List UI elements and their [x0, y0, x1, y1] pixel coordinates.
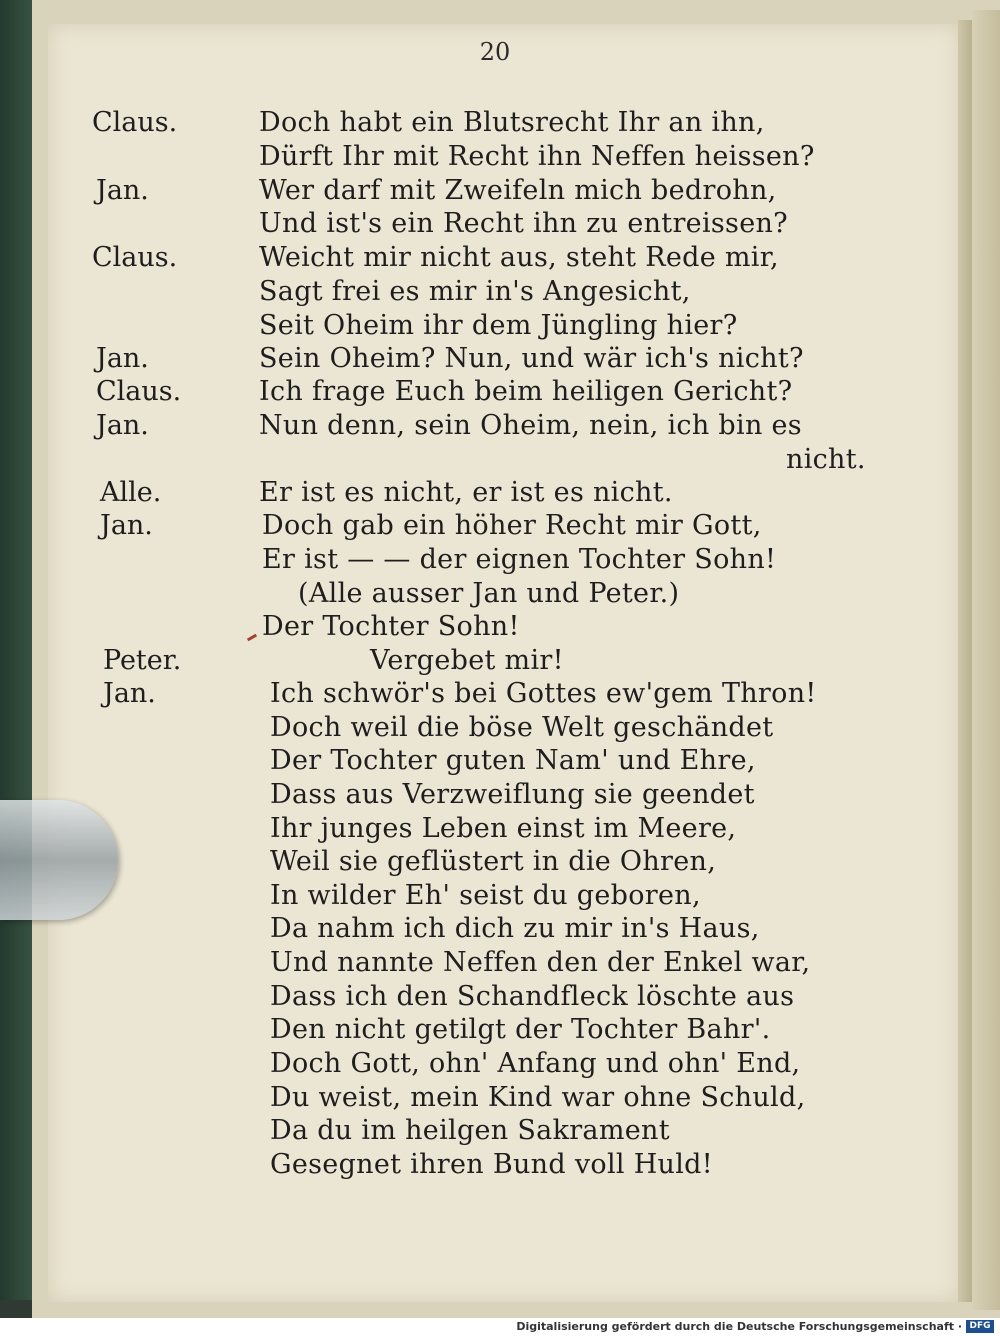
speaker-label: Peter.	[103, 645, 182, 676]
speaker-label: Jan.	[96, 175, 149, 206]
verse-line: Wer darf mit Zweifeln mich bedrohn,	[259, 175, 777, 206]
verse-line: Der Tochter guten Nam' und Ehre,	[270, 745, 756, 776]
speaker-label: Jan.	[96, 343, 149, 374]
verse-line: Er ist es nicht, er ist es nicht.	[259, 477, 673, 508]
verse-line: nicht.	[786, 444, 866, 475]
verse-line: In wilder Eh' seist du geboren,	[270, 880, 701, 911]
verse-line: Seit Oheim ihr dem Jüngling hier?	[259, 310, 738, 341]
verse-line: Doch weil die böse Welt geschändet	[270, 712, 774, 743]
verse-line: Doch habt ein Blutsrecht Ihr an ihn,	[259, 107, 765, 138]
dfg-logo: DFG	[966, 1320, 994, 1333]
verse-line: Ihr junges Leben einst im Meere,	[270, 813, 737, 844]
glass-page-holder	[0, 800, 118, 920]
speaker-label: Claus.	[96, 376, 182, 407]
speaker-label: Jan.	[100, 510, 153, 541]
page-number: 20	[479, 38, 511, 66]
speaker-label: Claus.	[92, 242, 178, 273]
stage-direction: (Alle ausser Jan und Peter.)	[298, 578, 680, 609]
verse-line: Weil sie geflüstert in die Ohren,	[270, 846, 717, 877]
verse-line: Da du im heilgen Sakrament	[270, 1115, 670, 1146]
verse-line: Und ist's ein Recht ihn zu entreissen?	[259, 208, 788, 239]
verse-line: Der Tochter Sohn!	[262, 611, 520, 642]
verse-line: Doch Gott, ohn' Anfang und ohn' End,	[270, 1048, 801, 1079]
speaker-label: Jan.	[96, 410, 149, 441]
verse-line: Gesegnet ihren Bund voll Huld!	[270, 1149, 713, 1180]
verse-line: Sein Oheim? Nun, und wär ich's nicht?	[259, 343, 804, 374]
verse-line: Ich frage Euch beim heiligen Gericht?	[259, 376, 793, 407]
verse-line: Den nicht getilgt der Tochter Bahr'.	[270, 1014, 771, 1045]
verse-line: Weicht mir nicht aus, steht Rede mir,	[259, 242, 779, 273]
speaker-label: Alle.	[100, 477, 162, 508]
verse-line: Nun denn, sein Oheim, nein, ich bin es	[259, 410, 802, 441]
verse-line: Vergebet mir!	[370, 645, 564, 676]
verse-line: Da nahm ich dich zu mir in's Haus,	[270, 913, 760, 944]
page-gutter	[958, 20, 972, 1302]
funding-credit: Digitalisierung gefördert durch die Deutsche Forschungsgemeinschaft ·	[516, 1320, 962, 1333]
verse-line: Und nannte Neffen den der Enkel war,	[270, 947, 811, 978]
verse-line: Dürft Ihr mit Recht ihn Neffen heissen?	[259, 141, 815, 172]
verse-line: Doch gab ein höher Recht mir Gott,	[262, 510, 762, 541]
verse-line: Er ist — — der eignen Tochter Sohn!	[262, 544, 777, 575]
verse-line: Ich schwör's bei Gottes ew'gem Thron!	[270, 678, 817, 709]
speaker-label: Claus.	[92, 107, 178, 138]
speaker-label: Jan.	[103, 678, 156, 709]
verse-line: Sagt frei es mir in's Angesicht,	[259, 276, 691, 307]
verse-line: Du weist, mein Kind war ohne Schuld,	[270, 1082, 806, 1113]
verse-line: Dass ich den Schandfleck löschte aus	[270, 981, 795, 1012]
verse-line: Dass aus Verzweiflung sie geendet	[270, 779, 755, 810]
next-page-edge	[972, 10, 1000, 1310]
